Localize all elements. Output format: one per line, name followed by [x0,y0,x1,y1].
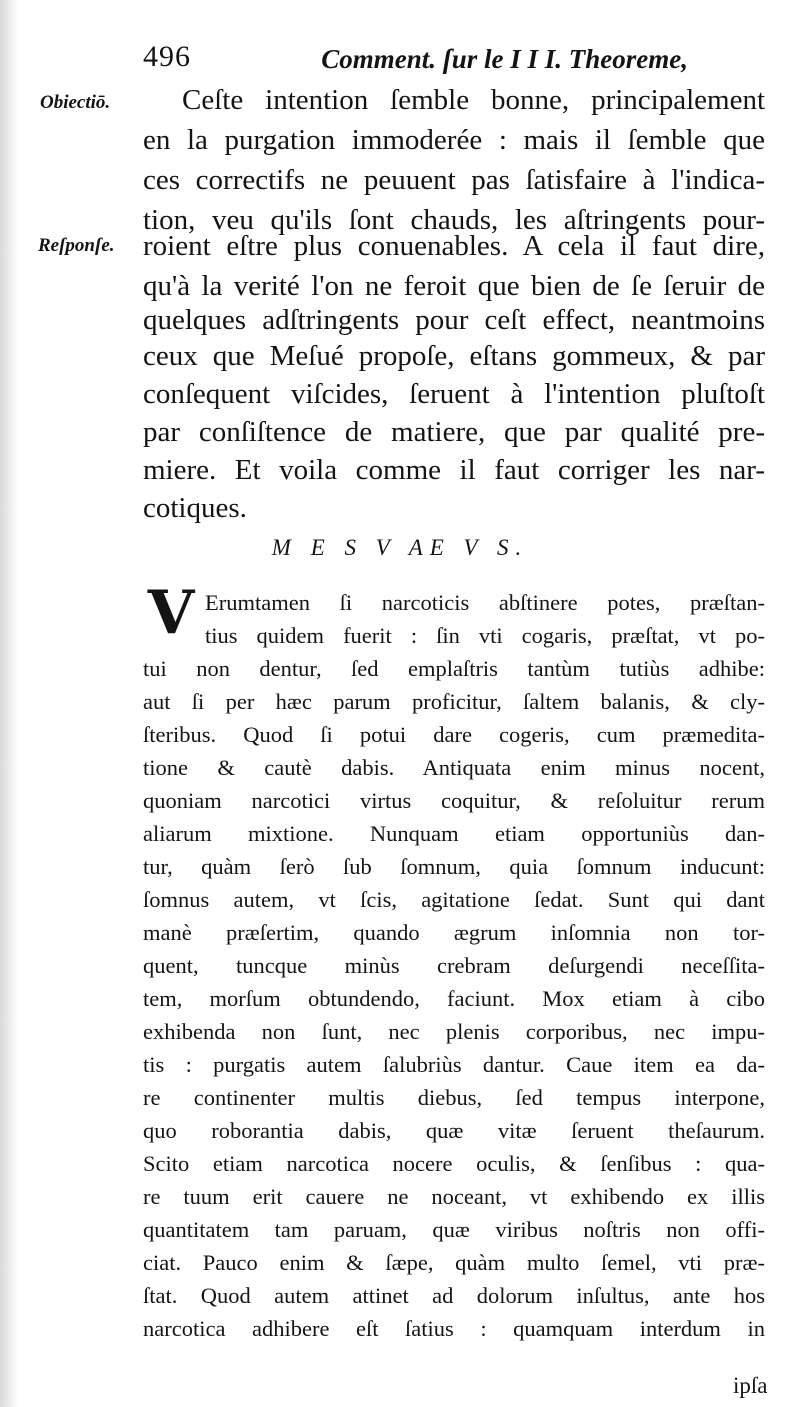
text-line: quelques adſtringents pour ceſt effect, neantmoins [143,304,765,336]
text-line: quoniam narcotici virtus coquitur, & reſoluitur rerum [143,788,765,813]
text-line: re tuum erit cauere ne noceant, vt exhibendo ex illis [143,1184,765,1209]
decorated-initial: V [147,578,195,648]
text-line: tui non dentur, ſed emplaſtris tantùm tutiùs adhibe: [143,656,765,681]
text-line: cotiques. [143,492,247,524]
page-number: 496 [143,40,191,73]
text-line: quent, tuncque minùs crebram deſurgendi neceſſita- [143,953,765,978]
text-line: tis : purgatis autem ſalubriùs dantur. Caue item ea da- [143,1052,765,1077]
text-line: exhibenda non ſunt, nec plenis corporibus, nec impu- [143,1019,765,1044]
text-line: tius quidem fuerit : ſin vti cogaris, præſtat, vt po- [205,623,765,648]
text-line: aliarum mixtione. Nunquam etiam opportuniùs dan- [143,821,765,846]
text-line: en la purgation immoderée : mais il ſemble que [143,124,765,156]
text-line: tur, quàm ſerò ſub ſomnum, quia ſomnum inducunt: [143,854,765,879]
text-line: qu'à la verité l'on ne feroit que bien de ſe ſeruir de [143,270,765,302]
text-line: narcotica adhibere eſt ſatius : quamquam interdum in [143,1316,765,1341]
text-line: ces correctifs ne peuuent pas ſatisfaire à l'indica- [143,164,765,196]
text-line: Erumtamen ſi narcoticis abſtinere potes, præſtan- [205,590,765,615]
text-line: ceux que Meſué propoſe, eſtans gommeux, & par [143,340,765,372]
text-line: roient eſtre plus conuenables. A cela il faut dire, [143,230,765,262]
text-line: re continenter multis diebus, ſed tempus interpone, [143,1085,765,1110]
text-line: ſtat. Quod autem attinet ad dolorum inſultus, ante hos [143,1283,765,1308]
text-line: ſomnus autem, vt ſcis, agitatione ſedat. Sunt qui dant [143,887,765,912]
text-line: tion, veu qu'ils ſont chauds, les aſtringents pour- [143,204,765,236]
margin-note-response: Reſponſe. [38,235,115,256]
text-line: Ceſte intention ſemble bonne, principalement [182,84,765,116]
catchword: ipſa [733,1373,768,1398]
margin-note-objection: Obiectiō. [40,92,111,113]
text-line: conſequent viſcides, ſeruent à l'intention pluſtoſt [143,378,765,410]
text-line: miere. Et voila comme il faut corriger les nar- [143,454,765,486]
text-line: tem, morſum obtundendo, faciunt. Mox etiam à cibo [143,986,765,1011]
text-line: par conſiſtence de matiere, que par qualité pre- [143,416,765,448]
text-line: ſteribus. Quod ſi potui dare cogeris, cum præmedita- [143,722,765,747]
text-line: quo roborantia dabis, quæ vitæ ſeruent theſaurum. [143,1118,765,1143]
text-line: Scito etiam narcotica nocere oculis, & ſenſibus : qua- [143,1151,765,1176]
text-line: quantitatem tam paruam, quæ viribus noſtris non offi- [143,1217,765,1242]
running-title: Comment. ſur le I I I. Theoreme, [321,44,688,74]
text-line: ciat. Pauco enim & ſæpe, quàm multo ſemel, vti præ- [143,1250,765,1275]
section-heading: M E S V AE V S. [271,535,529,560]
text-line: aut ſi per hæc parum proficitur, ſaltem balanis, & cly- [143,689,765,714]
text-line: tione & cautè dabis. Antiquata enim minus nocent, [143,755,765,780]
text-line: manè præſertim, quando ægrum inſomnia non tor- [143,920,765,945]
page-header [143,40,688,88]
page-edge-shadow [0,0,18,1407]
